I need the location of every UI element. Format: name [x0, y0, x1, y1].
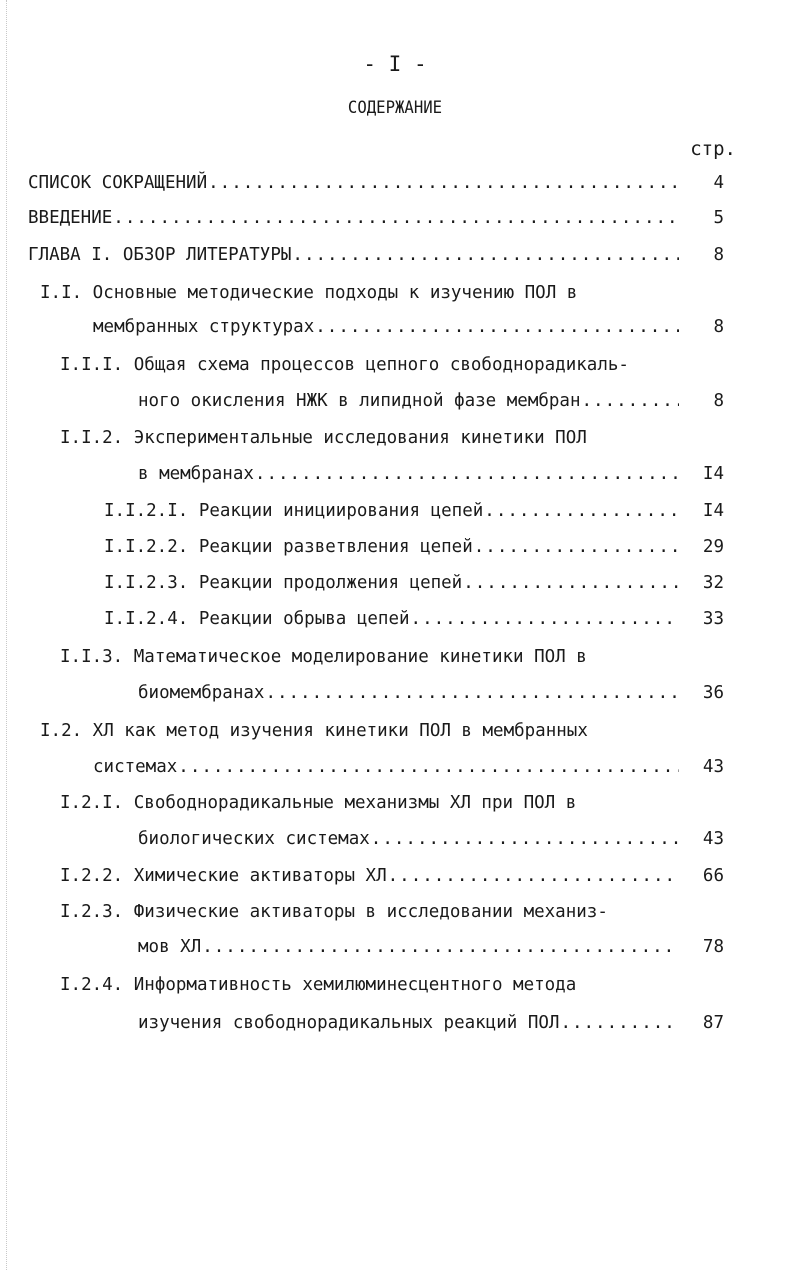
toc-entry [93, 316, 683, 338]
page-number: - I - [363, 52, 427, 76]
toc-entry-title: мов ХЛ [138, 937, 202, 957]
dot-leader [560, 1012, 679, 1034]
dot-leader [265, 682, 679, 704]
dot-leader [371, 828, 679, 850]
toc-page-number: 66 [702, 866, 724, 886]
dot-leader [582, 390, 679, 412]
toc-entry-title: изучения свободнорадикальных реакций ПОЛ [138, 1013, 560, 1033]
toc-entry-title: в мембранах [138, 464, 254, 484]
toc-entry [138, 682, 683, 704]
toc-page-number: 33 [702, 609, 724, 629]
toc-entry [28, 172, 683, 194]
toc-entry [28, 207, 683, 229]
toc-entry-title: биологических системах [138, 829, 370, 849]
dot-leader [255, 463, 679, 485]
dot-leader [474, 536, 679, 558]
toc-entry [138, 828, 683, 850]
toc-entry-title: I.I.2.2. Реакции разветвления цепей [104, 537, 473, 557]
toc-entry-title-line1: I.I.I. Общая схема процессов цепного свободнорадикаль- [60, 355, 629, 375]
toc-entry-title: биомембранах [138, 683, 265, 703]
toc-entry-title: СПИСОК СОКРАЩЕНИЙ [28, 173, 208, 193]
toc-page-number: 36 [702, 683, 724, 703]
contents-title: СОДЕРЖАНИЕ [347, 98, 443, 118]
toc-entry [138, 936, 683, 958]
toc-entry [104, 608, 683, 630]
toc-entry [104, 536, 683, 558]
toc-page-number: 8 [713, 391, 724, 411]
toc-entry [28, 244, 683, 266]
dot-leader [202, 936, 679, 958]
dot-leader [178, 756, 679, 778]
dot-leader [315, 316, 679, 338]
toc-entry [93, 756, 683, 778]
toc-entry-title: ВВЕДЕНИЕ [28, 208, 113, 228]
toc-entry-title: I.I.2.4. Реакции обрыва цепей [104, 609, 410, 629]
toc-page-number: 5 [713, 208, 724, 228]
toc-page-number: 4 [713, 173, 724, 193]
toc-page-number: I4 [702, 464, 724, 484]
toc-page-number: 87 [702, 1013, 724, 1033]
toc-entry-title-line1: I.2.3. Физические активаторы в исследовании механиз- [60, 902, 608, 922]
toc-entry-title: I.I.2.3. Реакции продолжения цепей [104, 573, 463, 593]
dot-leader [463, 572, 679, 594]
toc-page-number: 78 [702, 937, 724, 957]
toc-entry-title: системах [93, 757, 178, 777]
toc-entry-title-line1: I.2.4. Информативность хемилюминесцентного метода [60, 975, 577, 995]
toc-entry [104, 500, 683, 522]
dot-leader [208, 172, 679, 194]
dot-leader [113, 207, 679, 229]
dot-leader [484, 500, 679, 522]
dot-leader [388, 865, 679, 887]
toc-entry [60, 865, 683, 887]
toc-entry-title-line1: I.I.2. Экспериментальные исследования кинетики ПОЛ [60, 428, 587, 448]
toc-entry-title: I.I.2.I. Реакции инициирования цепей [104, 501, 484, 521]
dot-leader [292, 244, 679, 266]
toc-entry-title-line1: I.I. Основные методические подходы к изучению ПОЛ в [40, 283, 578, 303]
toc-entry [138, 390, 683, 412]
toc-page-number: 43 [702, 829, 724, 849]
toc-page-number: I4 [702, 501, 724, 521]
dot-leader [411, 608, 679, 630]
toc-entry-title-line1: I.2.I. Свободнорадикальные механизмы ХЛ при ПОЛ в [60, 793, 577, 813]
toc-entry-title: ГЛАВА I. ОБЗОР ЛИТЕРАТУРЫ [28, 245, 292, 265]
toc-entry-title: I.2.2. Химические активаторы ХЛ [60, 866, 387, 886]
toc-page-number: 8 [713, 245, 724, 265]
toc-page-number: 29 [702, 537, 724, 557]
toc-entry-title-line1: I.I.3. Математическое моделирование кинетики ПОЛ в [60, 647, 587, 667]
toc-entry [138, 463, 683, 485]
toc-entry-title: мембранных структурах [93, 317, 315, 337]
toc-page-number: 8 [713, 317, 724, 337]
toc-entry [138, 1012, 683, 1034]
toc-page-number: 43 [702, 757, 724, 777]
toc-entry-title-line1: I.2. ХЛ как метод изучения кинетики ПОЛ в мембранных [40, 721, 588, 741]
toc-page-number: 32 [702, 573, 724, 593]
page-column-label: стр. [690, 138, 736, 160]
toc-entry [104, 572, 683, 594]
toc-entry-title: ного окисления НЖК в липидной фазе мембран [138, 391, 581, 411]
